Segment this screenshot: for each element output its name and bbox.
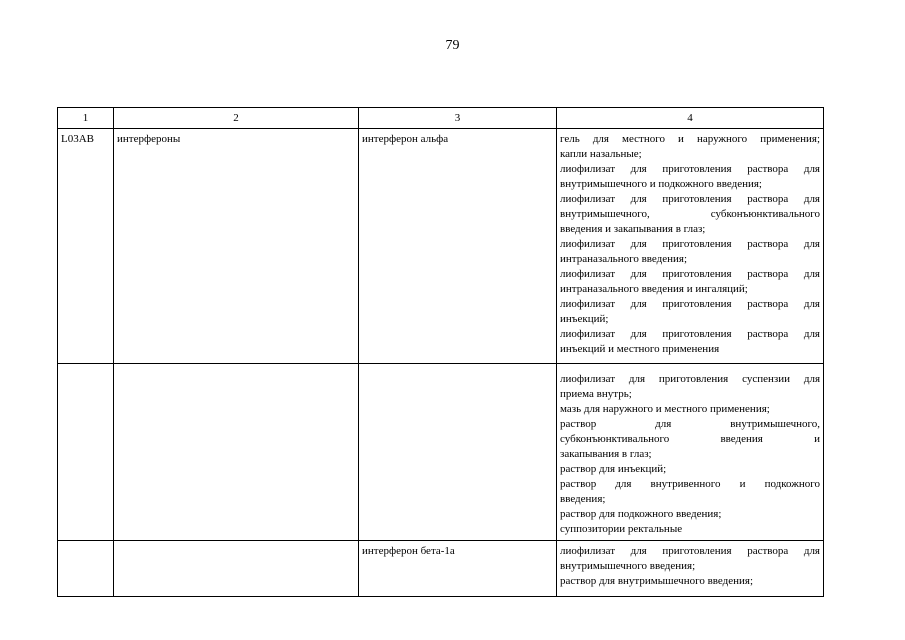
dosage-form-line: гель для местного и наружного применения; xyxy=(560,133,820,145)
dosage-form-line: лиофилизат для приготовления раствора для xyxy=(560,268,820,280)
dosage-form-line: субконъюнктивального введения и xyxy=(560,433,820,445)
dosage-form-line: раствор для внутривенного и подкожного xyxy=(560,478,820,490)
dosage-form-line: внутримышечного введения; xyxy=(560,560,696,572)
dosage-forms-cell xyxy=(557,541,824,597)
substance-cell xyxy=(359,364,557,541)
header-cell-3: 3 xyxy=(359,108,557,129)
dosage-form-line: интраназального введения и ингаляций; xyxy=(560,283,748,295)
dosage-form-line: инъекций и местного применения xyxy=(560,343,720,355)
dosage-form-line: лиофилизат для приготовления раствора для xyxy=(560,163,820,175)
substance-cell: интерферон альфа xyxy=(359,129,557,364)
group-cell: интерфероны xyxy=(114,129,359,364)
drug-table xyxy=(57,107,824,597)
header-cell-4: 4 xyxy=(557,108,824,129)
page-number: 79 xyxy=(445,38,460,53)
dosage-form-line: лиофилизат для приготовления раствора для xyxy=(560,328,820,340)
dosage-form-line: лиофилизат для приготовления раствора для xyxy=(560,238,820,250)
dosage-form-line: лиофилизат для приготовления раствора для xyxy=(560,298,820,310)
dosage-form-line: интраназального введения; xyxy=(560,253,687,265)
dosage-form-line: лиофилизат для приготовления раствора для xyxy=(560,545,820,557)
dosage-form-line: мазь для наружного и местного применения; xyxy=(560,403,770,415)
atc-code-cell xyxy=(58,541,114,597)
substance-cell: интерферон бета-1a xyxy=(359,541,557,597)
header-row xyxy=(58,108,824,129)
dosage-form-line: лиофилизат для приготовления суспензии для xyxy=(560,373,820,385)
table-row xyxy=(58,364,824,541)
dosage-form-line: внутримышечного и подкожного введения; xyxy=(560,178,762,190)
group-cell xyxy=(114,541,359,597)
table-row xyxy=(58,541,824,597)
atc-code-cell: L03AB xyxy=(58,129,114,364)
dosage-form-line: раствор для инъекций; xyxy=(560,463,667,475)
dosage-form-line: раствор для внутримышечного введения; xyxy=(560,575,754,587)
dosage-form-line: внутримышечного, субконъюнктивального xyxy=(560,208,820,220)
dosage-form-line: суппозитории ректальные xyxy=(560,523,683,535)
dosage-form-line: раствор для подкожного введения; xyxy=(560,508,722,520)
dosage-forms-cell xyxy=(557,129,824,364)
dosage-form-line: капли назальные; xyxy=(560,148,642,160)
dosage-forms-cell xyxy=(557,364,824,541)
dosage-form-line: введения; xyxy=(560,493,606,505)
dosage-form-line: раствор для внутримышечного, xyxy=(560,418,820,430)
dosage-form-line: инъекций; xyxy=(560,313,609,325)
table-row xyxy=(58,129,824,364)
header-cell-1: 1 xyxy=(58,108,114,129)
dosage-form-line: введения и закапывания в глаз; xyxy=(560,223,706,235)
atc-code-cell xyxy=(58,364,114,541)
header-cell-2: 2 xyxy=(114,108,359,129)
dosage-form-line: закапывания в глаз; xyxy=(560,448,652,460)
group-cell xyxy=(114,364,359,541)
dosage-form-line: приема внутрь; xyxy=(560,388,632,400)
dosage-form-line: лиофилизат для приготовления раствора для xyxy=(560,193,820,205)
